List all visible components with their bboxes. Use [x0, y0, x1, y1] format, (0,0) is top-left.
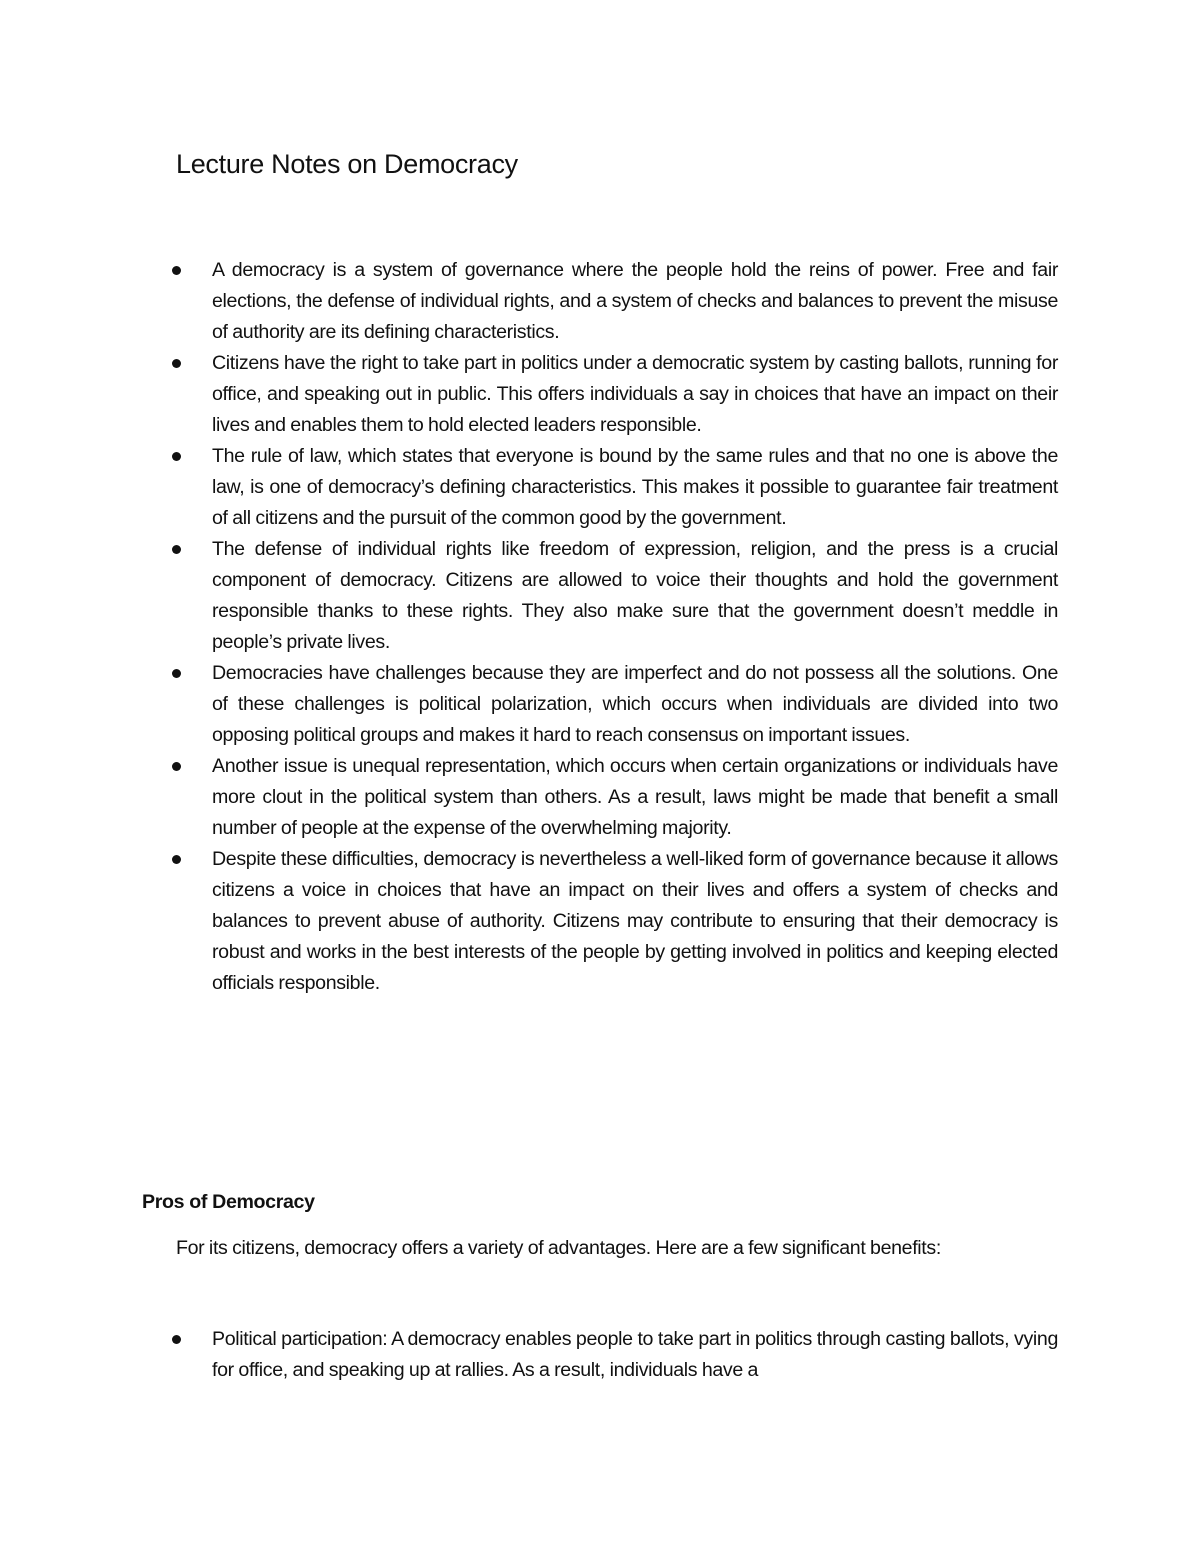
intro-bullet-list	[212, 255, 1058, 999]
bullet-icon	[172, 452, 181, 461]
list-item-text: Despite these difficulties, democracy is nevertheless a well-liked form of governance because it allows citizens a voice in choices that have an impact on their lives and offers a system of checks and balances to prevent abuse of authority. Citizens may contribute to ensuring that their democracy is robust and works in the best interests of the people by getting involved in politics and keeping elected officials responsible.	[212, 848, 1058, 994]
list-item	[212, 658, 1058, 751]
list-item-text: Another issue is unequal representation, which occurs when certain organizations or individuals have more clout in the political system than others. As a result, laws might be made that benefit a small number of people at the expense of the overwhelming majority.	[212, 755, 1058, 839]
pros-intro-paragraph: For its citizens, democracy offers a variety of advantages. Here are a few significant benefits:	[176, 1237, 941, 1259]
bullet-icon	[172, 545, 181, 554]
page-title: Lecture Notes on Democracy	[176, 149, 518, 179]
list-item-text: Democracies have challenges because they are imperfect and do not possess all the solutions. One of these challenges is political polarization, which occurs when individuals are divided into two opposing political groups and makes it hard to reach consensus on important issues.	[212, 662, 1058, 746]
list-item	[212, 255, 1058, 348]
bullet-icon	[172, 266, 181, 275]
list-item	[212, 751, 1058, 844]
list-item-text: The defense of individual rights like freedom of expression, religion, and the press is a crucial component of democracy. Citizens are allowed to voice their thoughts and hold the government responsible thanks to these rights. They also make sure that the government doesn’t meddle in people’s private lives.	[212, 538, 1058, 653]
list-item	[212, 534, 1058, 658]
section-heading-pros: Pros of Democracy	[142, 1191, 315, 1213]
bullet-icon	[172, 762, 181, 771]
bullet-icon	[172, 855, 181, 864]
list-item	[212, 1324, 1058, 1386]
list-item	[212, 844, 1058, 999]
bullet-icon	[172, 359, 181, 368]
bullet-icon	[172, 669, 181, 678]
list-item-text: A democracy is a system of governance where the people hold the reins of power. Free and fair elections, the defense of individual rights, and a system of checks and balances to prevent the misuse of authority are its defining characteristics.	[212, 259, 1058, 343]
list-item-text: The rule of law, which states that everyone is bound by the same rules and that no one is above the law, is one of democracy’s defining characteristics. This makes it possible to guarantee fair treatment of all citizens and the pursuit of the common good by the government.	[212, 445, 1058, 529]
list-item	[212, 348, 1058, 441]
list-item-text: Political participation: A democracy enables people to take part in politics through casting ballots, vying for office, and speaking up at rallies. As a result, individuals have a	[212, 1328, 1058, 1381]
list-item	[212, 441, 1058, 534]
pros-bullet-list	[212, 1324, 1058, 1386]
bullet-icon	[172, 1335, 181, 1344]
list-item-text: Citizens have the right to take part in politics under a democratic system by casting ballots, running for office, and speaking out in public. This offers individuals a say in choices that have an impact on their lives and enables them to hold elected leaders responsible.	[212, 352, 1058, 436]
